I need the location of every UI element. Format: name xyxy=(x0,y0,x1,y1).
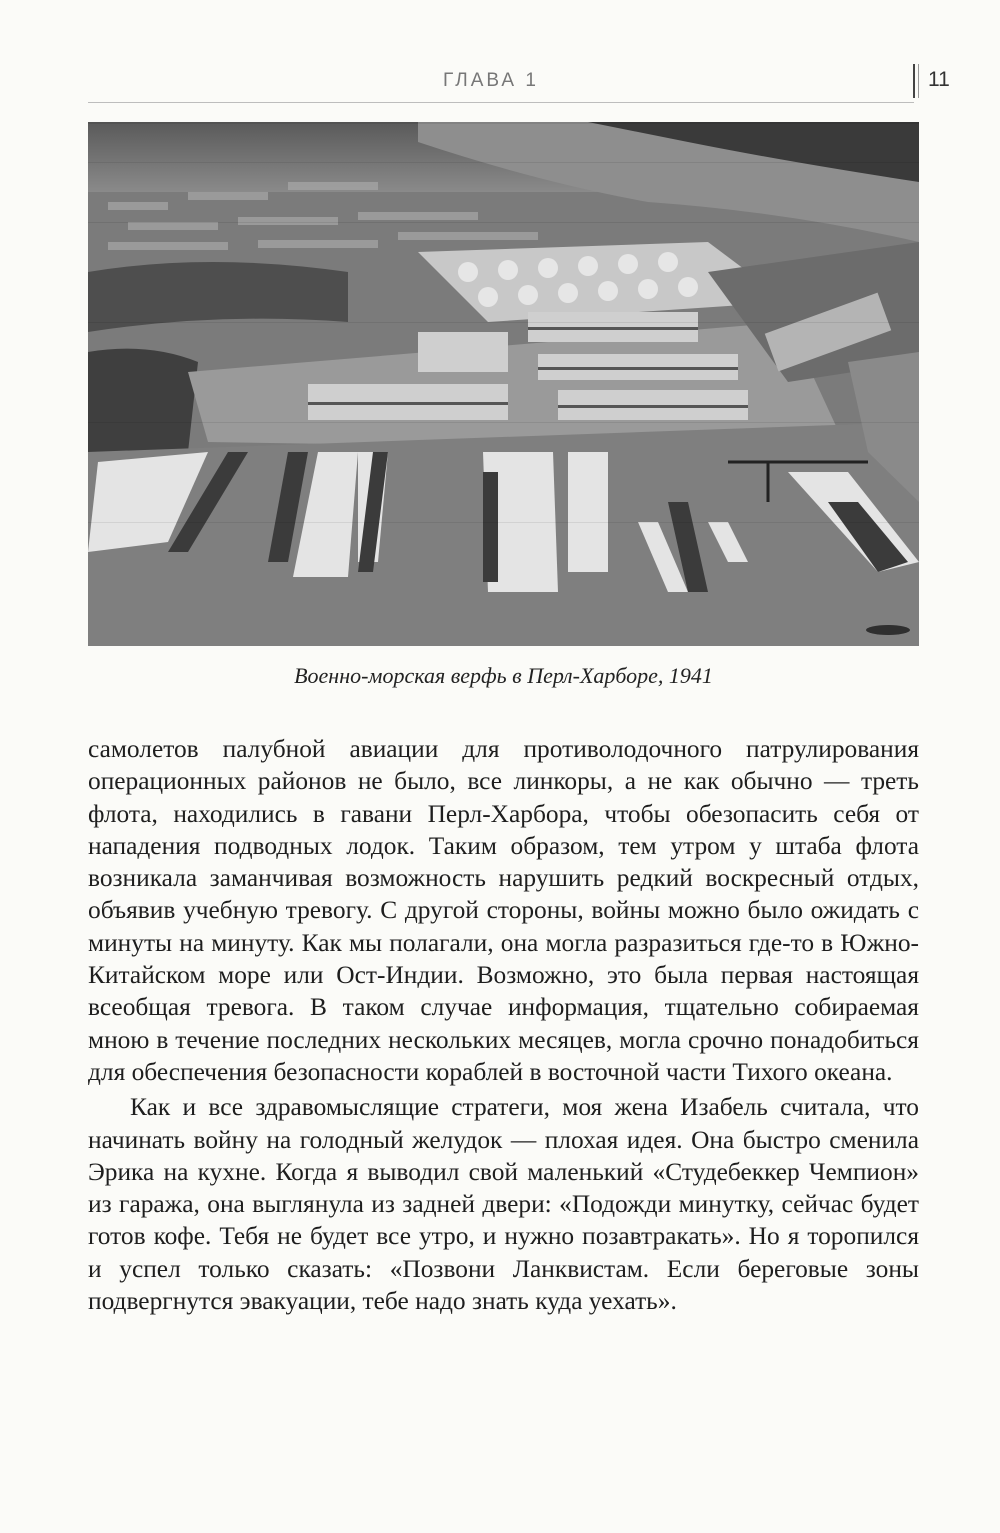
chapter-title: ГЛАВА 1 xyxy=(443,70,539,91)
shipyard-photo xyxy=(88,122,919,646)
page-number-rule-thin xyxy=(918,64,919,98)
page-number: 11 xyxy=(928,68,950,91)
page-number-rule xyxy=(913,64,915,98)
photo-caption: Военно-морская верфь в Перл-Харборе, 1941 xyxy=(294,663,713,688)
paragraph: самолетов палубной авиации для противолодочного патрулирования операционных районов не было, все линкоры, а не как обычно — треть флота, находились в гавани Перл-Харбора, чтобы обезопасить себя от нападения подводных лодок. Таким образом, тем утром у штаба флота возникала заманчивая возможность нарушить редкий воскресный отдых, объявив учебную тревогу. С другой стороны, войны можно было ожидать с минуты на минуту. Как мы полагали, она могла разразиться где-то в Южно-Китайском море или Ост-Индии. Возможно, это была первая настоящая всеобщая тревога. В таком случае информация, тщательно собираемая мною в течение последних нескольких месяцев, могла срочно понадобиться для обеспечения безопасности кораблей в восточной части Тихого океана. xyxy=(88,735,919,1086)
body-text xyxy=(88,733,919,1317)
paragraph: Как и все здравомыслящие стратеги, моя жена Изабель считала, что начинать войну на голодный желудок — плохая идея. Она быстро сменила Эрика на кухне. Когда я выводил свой маленький «Студебеккер Чемпион» из гаража, она выглянула из задней двери: «Подожди минутку, сейчас будет готов кофе. Тебя не будет все утро, и нужно позавтракать». Но я торопился и успел только сказать: «Позвони Ланквистам. Если береговые зоны подвергнутся эвакуации, тебе надо знать куда уехать». xyxy=(88,1093,919,1316)
running-header xyxy=(88,62,914,103)
